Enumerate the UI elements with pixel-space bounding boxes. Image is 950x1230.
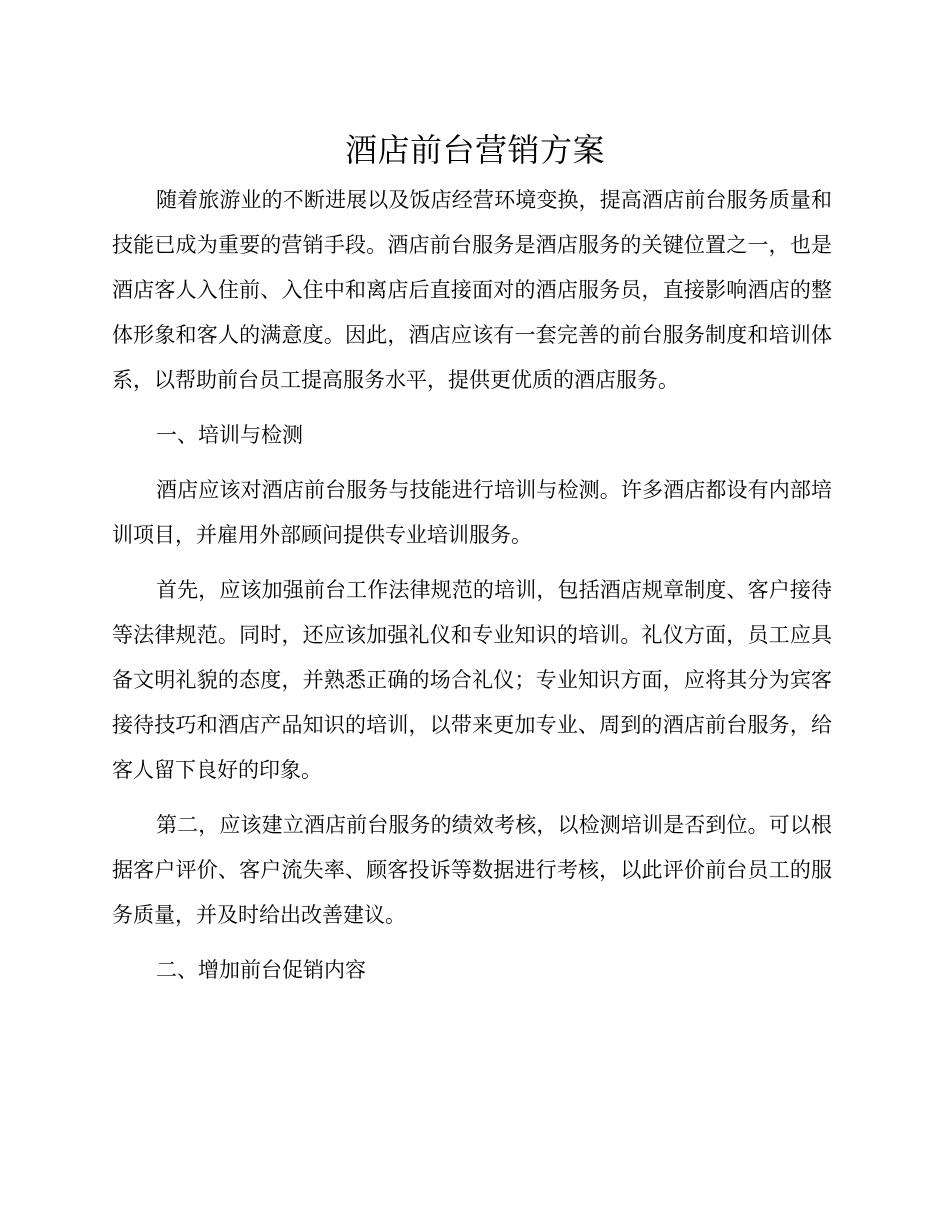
second-point-paragraph: 第二，应该建立酒店前台服务的绩效考核，以检测培训是否到位。可以根据客户评价、客户流失率、顾客投诉等数据进行考核，以此评价前台员工的服务质量，并及时给出改善建议。 (112, 813, 832, 927)
first-point-paragraph: 首先，应该加强前台工作法律规范的培训，包括酒店规章制度、客户接待等法律规范。同时，还应该加强礼仪和专业知识的培训。礼仪方面，员工应具备文明礼貌的态度，并熟悉正确的场合礼仪；专业知识方面，应将其分为宾客接待技巧和酒店产品知识的培训，以带来更加专业、周到的酒店前台服务，给客人留下良好的印象。 (112, 578, 832, 782)
section-heading-training: 一、培训与检测 (156, 423, 303, 447)
document-body (112, 178, 832, 993)
intro-paragraph: 随着旅游业的不断进展以及饭店经营环境变换，提高酒店前台服务质量和技能已成为重要的营销手段。酒店前台服务是酒店服务的关键位置之一，也是酒店客人入住前、入住中和离店后直接面对的酒店服务员，直接影响酒店的整体形象和客人的满意度。因此，酒店应该有一套完善的前台服务制度和培训体系，以帮助前台员工提高服务水平，提供更优质的酒店服务。 (112, 188, 832, 392)
section-heading-promotion: 二、增加前台促销内容 (156, 958, 366, 982)
training-paragraph: 酒店应该对酒店前台服务与技能进行培训与检测。许多酒店都设有内部培训项目，并雇用外部顾问提供专业培训服务。 (112, 478, 832, 547)
document-title: 酒店前台营销方案 (344, 131, 605, 169)
